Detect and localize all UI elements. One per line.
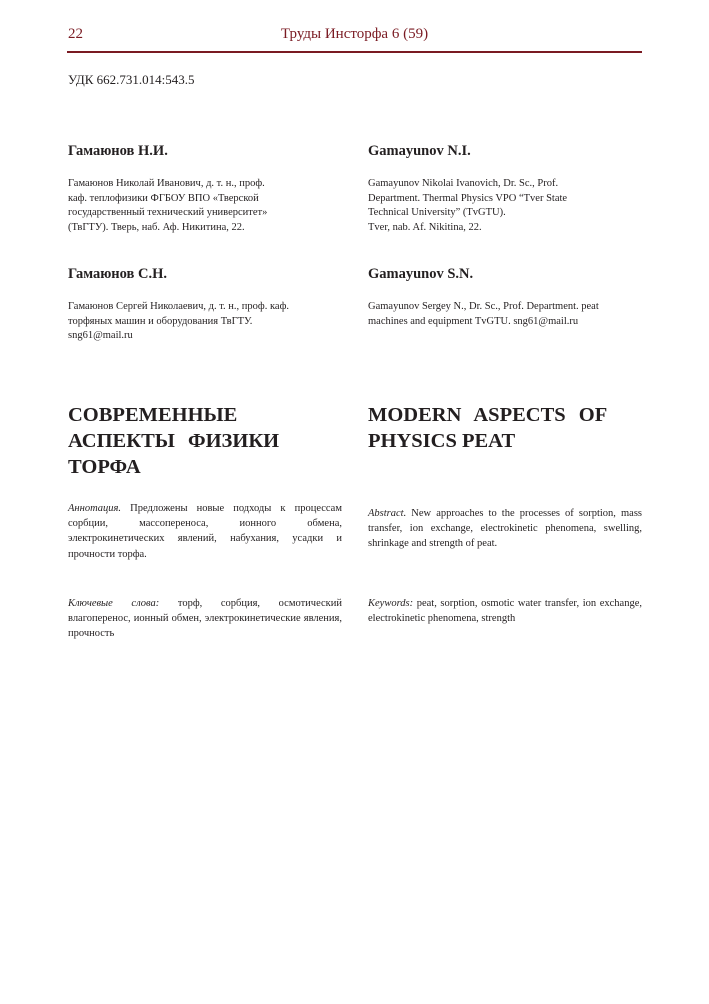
aff-line: государственный технический университет» — [68, 207, 268, 219]
author-1-name-ru: Гамаюнов Н.И. — [68, 143, 168, 159]
title-line: PHYSICS PEAT — [368, 430, 516, 452]
abstract-label-ru: Аннотация. — [68, 503, 122, 514]
header-rule — [67, 51, 642, 53]
article-title-ru — [68, 402, 342, 480]
abstract-text-ru: Предложены новые подходы к процессам сорбции, массопереноса, ионного обмена, электрокинетических явлений, набухания, усадки и прочности торфа. — [68, 503, 342, 560]
aff-line: Гамаюнов Сергей Николаевич, д. т. н., проф. каф. — [68, 301, 290, 312]
title-line: ТОРФА — [68, 456, 141, 478]
aff-line: machines and equipment TvGTU. sng61@mail.ru — [368, 315, 579, 327]
keywords-label-en: Keywords: — [368, 598, 414, 609]
keywords-ru — [68, 596, 342, 642]
keywords-text-en: peat, sorption, osmotic water transfer, ion exchange, electrokinetic phenomena, strength — [368, 598, 642, 625]
author-2-affiliation-en — [368, 300, 642, 329]
article-title-en — [368, 402, 642, 454]
aff-line: Department. Thermal Physics VPO “Tver State — [368, 192, 568, 204]
aff-line: Гамаюнов Николай Иванович, д. т. н., проф. — [68, 178, 265, 189]
title-line: АСПЕКТЫ ФИЗИКИ — [68, 430, 280, 452]
keywords-label-ru: Ключевые слова: — [68, 598, 160, 609]
author-2-affiliation-ru — [68, 300, 342, 344]
aff-line: каф. теплофизики ФГБОУ ВПО «Тверской — [68, 192, 259, 204]
title-line: СОВРЕМЕННЫЕ — [68, 404, 238, 426]
author-1-affiliation-en — [368, 177, 642, 235]
aff-line: Gamayunov Sergey N., Dr. Sc., Prof. Department. peat — [368, 301, 599, 312]
abstract-ru — [68, 501, 342, 562]
title-line: MODERN ASPECTS OF — [368, 404, 608, 426]
keywords-en — [368, 596, 642, 626]
page-number: 22 — [68, 26, 83, 42]
author-1-name-en: Gamayunov N.I. — [368, 143, 471, 159]
aff-line: sng61@mail.ru — [68, 330, 133, 342]
udk-code: УДК 662.731.014:543.5 — [68, 72, 195, 87]
aff-line: Gamayunov Nikolai Ivanovich, Dr. Sc., Prof. — [368, 178, 559, 189]
aff-line: торфяных машин и оборудования ТвГТУ. — [68, 315, 253, 327]
abstract-label-en: Abstract. — [368, 508, 407, 519]
aff-line: Technical University” (TvGTU). — [368, 207, 506, 219]
abstract-en — [368, 506, 642, 552]
author-1-affiliation-ru — [68, 177, 342, 235]
author-2-name-en: Gamayunov S.N. — [368, 266, 474, 282]
author-2-name-ru: Гамаюнов С.Н. — [68, 266, 168, 282]
abstract-text-en: New approaches to the processes of sorption, mass transfer, ion exchange, electrokinetic phenomena, swelling, shrinkage and strength of peat. — [368, 508, 642, 550]
journal-title: Труды Инсторфа 6 (59) — [280, 26, 429, 42]
keywords-text-ru: торф, сорбция, осмотический влагоперенос, ионный обмен, электрокинетические явления, прочность — [68, 598, 342, 640]
aff-line: Tver, nab. Af. Nikitina, 22. — [368, 221, 482, 233]
aff-line: (ТвГТУ). Тверь, наб. Аф. Никитина, 22. — [68, 221, 245, 233]
